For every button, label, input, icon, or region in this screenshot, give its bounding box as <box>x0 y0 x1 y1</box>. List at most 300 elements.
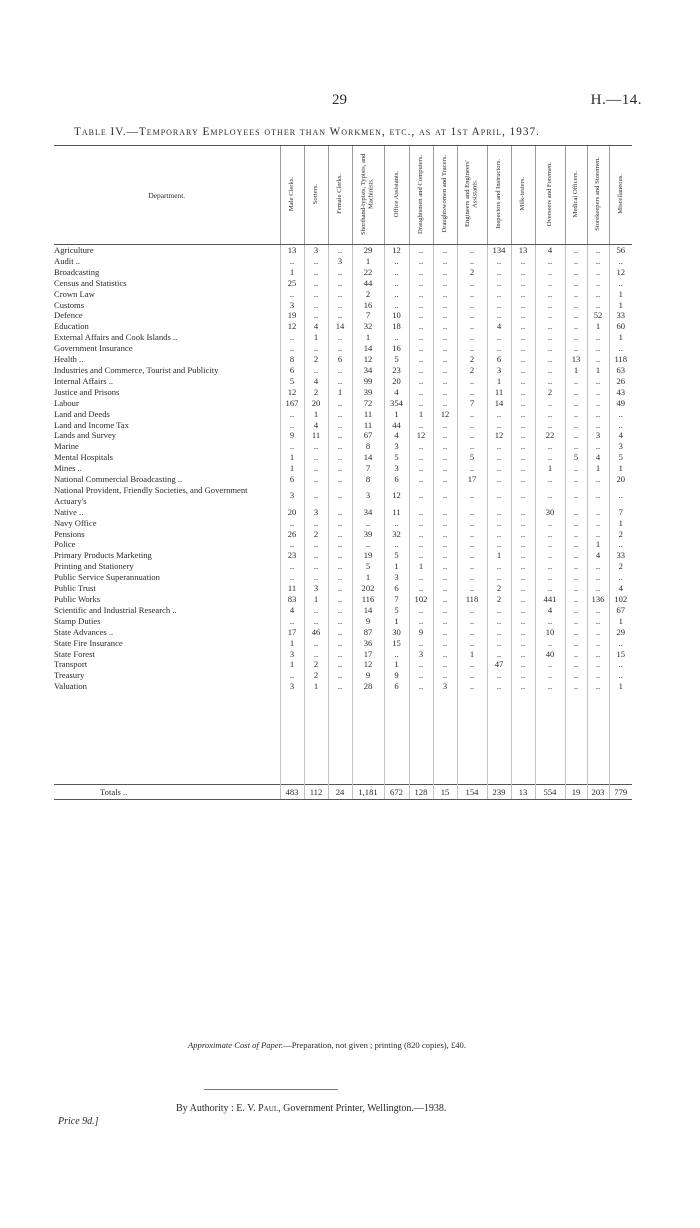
table-cell: .. <box>511 539 535 550</box>
table-cell: .. <box>565 310 587 321</box>
spacer-cell <box>304 692 328 785</box>
department-label: Health .. <box>54 354 84 365</box>
table-row <box>54 441 632 452</box>
table-cell: 32 <box>352 321 384 332</box>
column-header <box>535 146 565 245</box>
table-cell: .. <box>457 583 487 594</box>
table-cell: 167 <box>280 398 304 409</box>
table-cell: .. <box>511 463 535 474</box>
table-cell: .. <box>565 343 587 354</box>
table-cell: 1 <box>352 332 384 343</box>
table-cell: .. <box>565 332 587 343</box>
table-cell: .. <box>511 649 535 660</box>
table-cell: .. <box>565 485 587 507</box>
table-cell: .. <box>587 507 609 518</box>
table-cell: .. <box>565 550 587 561</box>
table-cell: .. <box>565 474 587 485</box>
table-cell: 22 <box>535 430 565 441</box>
table-cell: .. <box>304 463 328 474</box>
table-cell: .. <box>487 627 511 638</box>
table-cell: 3 <box>304 245 328 256</box>
table-cell: .. <box>328 365 352 376</box>
table-cell: 3 <box>609 441 632 452</box>
department-name <box>54 561 280 572</box>
table-cell: .. <box>587 300 609 311</box>
table-cell: .. <box>511 365 535 376</box>
department-label: Customs <box>54 299 85 310</box>
table-cell: .. <box>535 550 565 561</box>
table-cell: .. <box>384 300 409 311</box>
table-cell: .. <box>535 267 565 278</box>
table-cell: .. <box>433 594 457 605</box>
table-row <box>54 627 632 638</box>
table-cell: 3 <box>280 300 304 311</box>
table-cell: .. <box>587 659 609 670</box>
table-row <box>54 583 632 594</box>
table-cell: .. <box>280 332 304 343</box>
table-cell: .. <box>457 409 487 420</box>
table-cell: 12 <box>384 245 409 256</box>
table-cell: 1 <box>535 463 565 474</box>
table-cell: 16 <box>384 343 409 354</box>
table-cell: 1 <box>304 594 328 605</box>
table-cell: .. <box>304 278 328 289</box>
table-cell: .. <box>280 539 304 550</box>
department-label: Defence <box>54 310 83 321</box>
table-cell: .. <box>565 267 587 278</box>
table-cell: .. <box>587 278 609 289</box>
table-cell: .. <box>535 420 565 431</box>
table-cell: .. <box>565 245 587 256</box>
department-label: Public Service Superannuation <box>54 572 160 583</box>
department-name <box>54 256 280 267</box>
table-cell: 1 <box>609 289 632 300</box>
spacer-cell <box>535 692 565 785</box>
table-cell: .. <box>565 649 587 660</box>
department-name <box>54 539 280 550</box>
department-label: National Provident, Friendly Societies, and Government Actuary's <box>54 484 248 506</box>
table-cell: .. <box>511 594 535 605</box>
table-cell: .. <box>280 572 304 583</box>
table-cell: .. <box>409 452 433 463</box>
table-cell: .. <box>535 539 565 550</box>
department-label: State Fire Insurance <box>54 637 123 648</box>
table-cell: 1 <box>565 365 587 376</box>
table-row <box>54 343 632 354</box>
table-cell: 102 <box>409 594 433 605</box>
department-label: State Advances .. <box>54 626 114 637</box>
table-cell: .. <box>384 332 409 343</box>
table-cell: .. <box>457 441 487 452</box>
table-cell: .. <box>487 539 511 550</box>
table-cell: .. <box>304 539 328 550</box>
totals-cell: 24 <box>328 785 352 800</box>
table-cell: .. <box>587 332 609 343</box>
table-cell: .. <box>280 561 304 572</box>
table-cell: .. <box>409 485 433 507</box>
table-cell: .. <box>587 649 609 660</box>
table-cell: .. <box>511 343 535 354</box>
table-row <box>54 681 632 692</box>
table-cell: .. <box>433 638 457 649</box>
table-row <box>54 365 632 376</box>
department-name <box>54 518 280 529</box>
table-cell: .. <box>384 518 409 529</box>
table-cell: .. <box>535 256 565 267</box>
department-label: Scientific and Industrial Research .. <box>54 604 177 615</box>
column-header <box>433 146 457 245</box>
table-row <box>54 529 632 540</box>
table-cell: .. <box>511 289 535 300</box>
table-cell: 1 <box>457 649 487 660</box>
table-cell: 1 <box>304 409 328 420</box>
totals-cell: 1,181 <box>352 785 384 800</box>
table-cell: .. <box>457 529 487 540</box>
table-row <box>54 485 632 507</box>
table-cell: .. <box>304 561 328 572</box>
table-cell: .. <box>409 267 433 278</box>
table-cell: .. <box>433 550 457 561</box>
table-cell: .. <box>487 474 511 485</box>
table-cell: .. <box>511 616 535 627</box>
table-cell: .. <box>609 539 632 550</box>
table-cell: 13 <box>280 245 304 256</box>
table-cell: .. <box>433 670 457 681</box>
table-cell: .. <box>609 409 632 420</box>
table-cell: 23 <box>280 550 304 561</box>
column-header <box>409 146 433 245</box>
table-cell: 5 <box>352 561 384 572</box>
table-row <box>54 321 632 332</box>
cost-note <box>188 1040 466 1050</box>
table-cell: .. <box>409 681 433 692</box>
table-cell: 52 <box>587 310 609 321</box>
table-row <box>54 572 632 583</box>
department-name <box>54 332 280 343</box>
table-cell: 1 <box>609 681 632 692</box>
table-cell: .. <box>511 561 535 572</box>
table-cell: 22 <box>352 267 384 278</box>
department-label: Marine <box>54 441 79 452</box>
table-cell: 34 <box>352 365 384 376</box>
table-cell: 19 <box>352 550 384 561</box>
table-cell: 30 <box>535 507 565 518</box>
table-cell: 12 <box>487 430 511 441</box>
table-cell: .. <box>487 452 511 463</box>
table-row <box>54 409 632 420</box>
table-cell: 6 <box>280 474 304 485</box>
table-cell: .. <box>328 278 352 289</box>
table-cell: 7 <box>457 398 487 409</box>
table-cell: .. <box>487 529 511 540</box>
table-cell: .. <box>511 659 535 670</box>
department-name <box>54 529 280 540</box>
table-cell: .. <box>328 583 352 594</box>
totals-cell: 239 <box>487 785 511 800</box>
table-cell: 32 <box>384 529 409 540</box>
table-cell: .. <box>433 583 457 594</box>
table-cell: .. <box>511 256 535 267</box>
table-cell: 1 <box>352 572 384 583</box>
table-cell: .. <box>304 616 328 627</box>
department-label: Stamp Duties <box>54 615 101 626</box>
department-label: Police <box>54 539 76 550</box>
table-cell: .. <box>587 485 609 507</box>
table-cell: 5 <box>384 605 409 616</box>
table-cell: .. <box>409 659 433 670</box>
table-cell: .. <box>565 518 587 529</box>
table-cell: .. <box>352 518 384 529</box>
table-cell: .. <box>457 507 487 518</box>
table-cell: .. <box>328 659 352 670</box>
table-cell: 102 <box>609 594 632 605</box>
table-cell: .. <box>587 518 609 529</box>
table-cell: 60 <box>609 321 632 332</box>
table-cell: .. <box>535 638 565 649</box>
table-cell: 3 <box>352 485 384 507</box>
table-cell: 4 <box>384 387 409 398</box>
table-cell: .. <box>280 670 304 681</box>
table-cell: 19 <box>280 310 304 321</box>
table-row <box>54 245 632 256</box>
department-name <box>54 659 280 670</box>
table-cell: 2 <box>457 267 487 278</box>
table-cell: .. <box>280 441 304 452</box>
table-cell: .. <box>511 474 535 485</box>
table-cell: .. <box>511 550 535 561</box>
table-cell: .. <box>433 245 457 256</box>
table-title <box>74 126 634 138</box>
table-cell: 12 <box>352 354 384 365</box>
table-cell: 3 <box>384 572 409 583</box>
department-name <box>54 583 280 594</box>
table-cell: 72 <box>352 398 384 409</box>
table-cell: 1 <box>609 463 632 474</box>
table-row <box>54 605 632 616</box>
table-cell: .. <box>328 463 352 474</box>
table-cell: .. <box>409 343 433 354</box>
table-row <box>54 594 632 605</box>
table-cell: .. <box>535 670 565 681</box>
table-cell: .. <box>433 463 457 474</box>
table-cell: .. <box>409 278 433 289</box>
table-cell: .. <box>609 572 632 583</box>
table-cell: .. <box>433 507 457 518</box>
table-cell: 2 <box>304 659 328 670</box>
table-cell: 9 <box>280 430 304 441</box>
table-cell: .. <box>609 670 632 681</box>
table-cell: .. <box>433 616 457 627</box>
table-cell: 3 <box>304 583 328 594</box>
table-cell: 1 <box>384 561 409 572</box>
table-row <box>54 507 632 518</box>
department-label: Labour <box>54 397 79 408</box>
table-cell: .. <box>511 627 535 638</box>
employees-table <box>54 145 632 800</box>
table-cell: 1 <box>587 321 609 332</box>
table-cell: 11 <box>304 430 328 441</box>
table-cell: .. <box>328 332 352 343</box>
table-cell: 99 <box>352 376 384 387</box>
table-cell: .. <box>609 343 632 354</box>
table-cell: .. <box>565 507 587 518</box>
table-cell: .. <box>433 627 457 638</box>
table-cell: .. <box>565 627 587 638</box>
table-cell: .. <box>535 616 565 627</box>
table-cell: 354 <box>384 398 409 409</box>
table-cell: .. <box>304 343 328 354</box>
table-cell: .. <box>409 605 433 616</box>
table-row <box>54 474 632 485</box>
department-name <box>54 354 280 365</box>
table-cell: .. <box>587 376 609 387</box>
table-cell: .. <box>487 649 511 660</box>
table-cell: .. <box>511 267 535 278</box>
totals-cell: 554 <box>535 785 565 800</box>
table-cell: 1 <box>587 463 609 474</box>
table-cell: .. <box>609 278 632 289</box>
table-row <box>54 256 632 267</box>
table-cell: 5 <box>609 452 632 463</box>
table-cell: 15 <box>609 649 632 660</box>
department-name <box>54 681 280 692</box>
table-cell: .. <box>433 256 457 267</box>
table-cell: 26 <box>280 529 304 540</box>
table-cell: .. <box>328 561 352 572</box>
table-row <box>54 430 632 441</box>
table-cell: 6 <box>328 354 352 365</box>
table-cell: .. <box>457 550 487 561</box>
table-cell: 18 <box>384 321 409 332</box>
table-row <box>54 452 632 463</box>
table-cell: .. <box>565 256 587 267</box>
department-name <box>54 441 280 452</box>
table-cell: .. <box>457 572 487 583</box>
table-cell: 13 <box>565 354 587 365</box>
table-cell: .. <box>328 507 352 518</box>
table-cell: .. <box>409 518 433 529</box>
department-name <box>54 605 280 616</box>
table-cell: .. <box>304 365 328 376</box>
table-cell: .. <box>409 398 433 409</box>
table-cell: 25 <box>280 278 304 289</box>
table-cell: .. <box>328 572 352 583</box>
table-cell: 1 <box>280 638 304 649</box>
table-cell: .. <box>409 387 433 398</box>
table-cell: 118 <box>457 594 487 605</box>
totals-cell: 128 <box>409 785 433 800</box>
table-cell: .. <box>511 605 535 616</box>
column-header <box>565 146 587 245</box>
department-name <box>54 507 280 518</box>
table-cell: 5 <box>384 452 409 463</box>
table-cell: 202 <box>352 583 384 594</box>
table-cell: 5 <box>457 452 487 463</box>
table-cell: .. <box>328 398 352 409</box>
table-row <box>54 278 632 289</box>
table-cell: .. <box>565 659 587 670</box>
authority-line <box>176 1103 446 1114</box>
table-cell: .. <box>304 485 328 507</box>
table-cell: 14 <box>328 321 352 332</box>
table-cell: .. <box>565 289 587 300</box>
table-cell: 14 <box>487 398 511 409</box>
table-cell: .. <box>433 420 457 431</box>
table-cell: 3 <box>409 649 433 660</box>
table-cell: .. <box>487 267 511 278</box>
table-cell: .. <box>328 343 352 354</box>
table-cell: .. <box>565 463 587 474</box>
table-cell: .. <box>609 485 632 507</box>
table-row <box>54 659 632 670</box>
spacer-cell <box>587 692 609 785</box>
table-cell: .. <box>565 420 587 431</box>
totals-cell: 203 <box>587 785 609 800</box>
table-cell: .. <box>304 518 328 529</box>
table-row <box>54 332 632 343</box>
table-cell: .. <box>511 441 535 452</box>
table-cell: .. <box>565 594 587 605</box>
department-label: Justice and Prisons <box>54 386 120 397</box>
table-cell: 2 <box>352 289 384 300</box>
table-cell: 6 <box>384 583 409 594</box>
table-cell: 2 <box>304 529 328 540</box>
table-cell: .. <box>433 289 457 300</box>
table-cell: 3 <box>384 463 409 474</box>
table-cell: 20 <box>280 507 304 518</box>
table-cell: .. <box>304 256 328 267</box>
table-cell: .. <box>587 583 609 594</box>
table-cell: .. <box>587 474 609 485</box>
table-cell: .. <box>280 409 304 420</box>
table-cell: .. <box>457 387 487 398</box>
price: Price 9d.] <box>58 1116 99 1127</box>
table-cell: 20 <box>384 376 409 387</box>
table-cell: .. <box>565 441 587 452</box>
table-cell: .. <box>433 518 457 529</box>
table-cell: .. <box>535 332 565 343</box>
table-cell: 3 <box>328 256 352 267</box>
table-cell: .. <box>433 398 457 409</box>
table-row <box>54 420 632 431</box>
column-header <box>384 146 409 245</box>
table-cell: .. <box>565 681 587 692</box>
table-cell: .. <box>457 289 487 300</box>
table-cell: .. <box>457 659 487 670</box>
table-row <box>54 616 632 627</box>
table-cell: 30 <box>384 627 409 638</box>
table-cell: .. <box>409 365 433 376</box>
table-cell: .. <box>328 409 352 420</box>
table-cell: .. <box>457 681 487 692</box>
table-cell: 5 <box>280 376 304 387</box>
spacer-cell <box>384 692 409 785</box>
table-cell: 1 <box>609 332 632 343</box>
table-cell: .. <box>384 278 409 289</box>
table-cell: .. <box>409 441 433 452</box>
department-column-header: Department. <box>54 146 280 245</box>
table-cell: .. <box>304 605 328 616</box>
table-cell: 36 <box>352 638 384 649</box>
table-cell: .. <box>457 245 487 256</box>
table-cell: 6 <box>384 681 409 692</box>
column-header <box>352 146 384 245</box>
table-cell: .. <box>487 289 511 300</box>
table-cell: 5 <box>384 354 409 365</box>
table-cell: 11 <box>352 420 384 431</box>
table-cell: .. <box>565 387 587 398</box>
table-cell: .. <box>609 638 632 649</box>
